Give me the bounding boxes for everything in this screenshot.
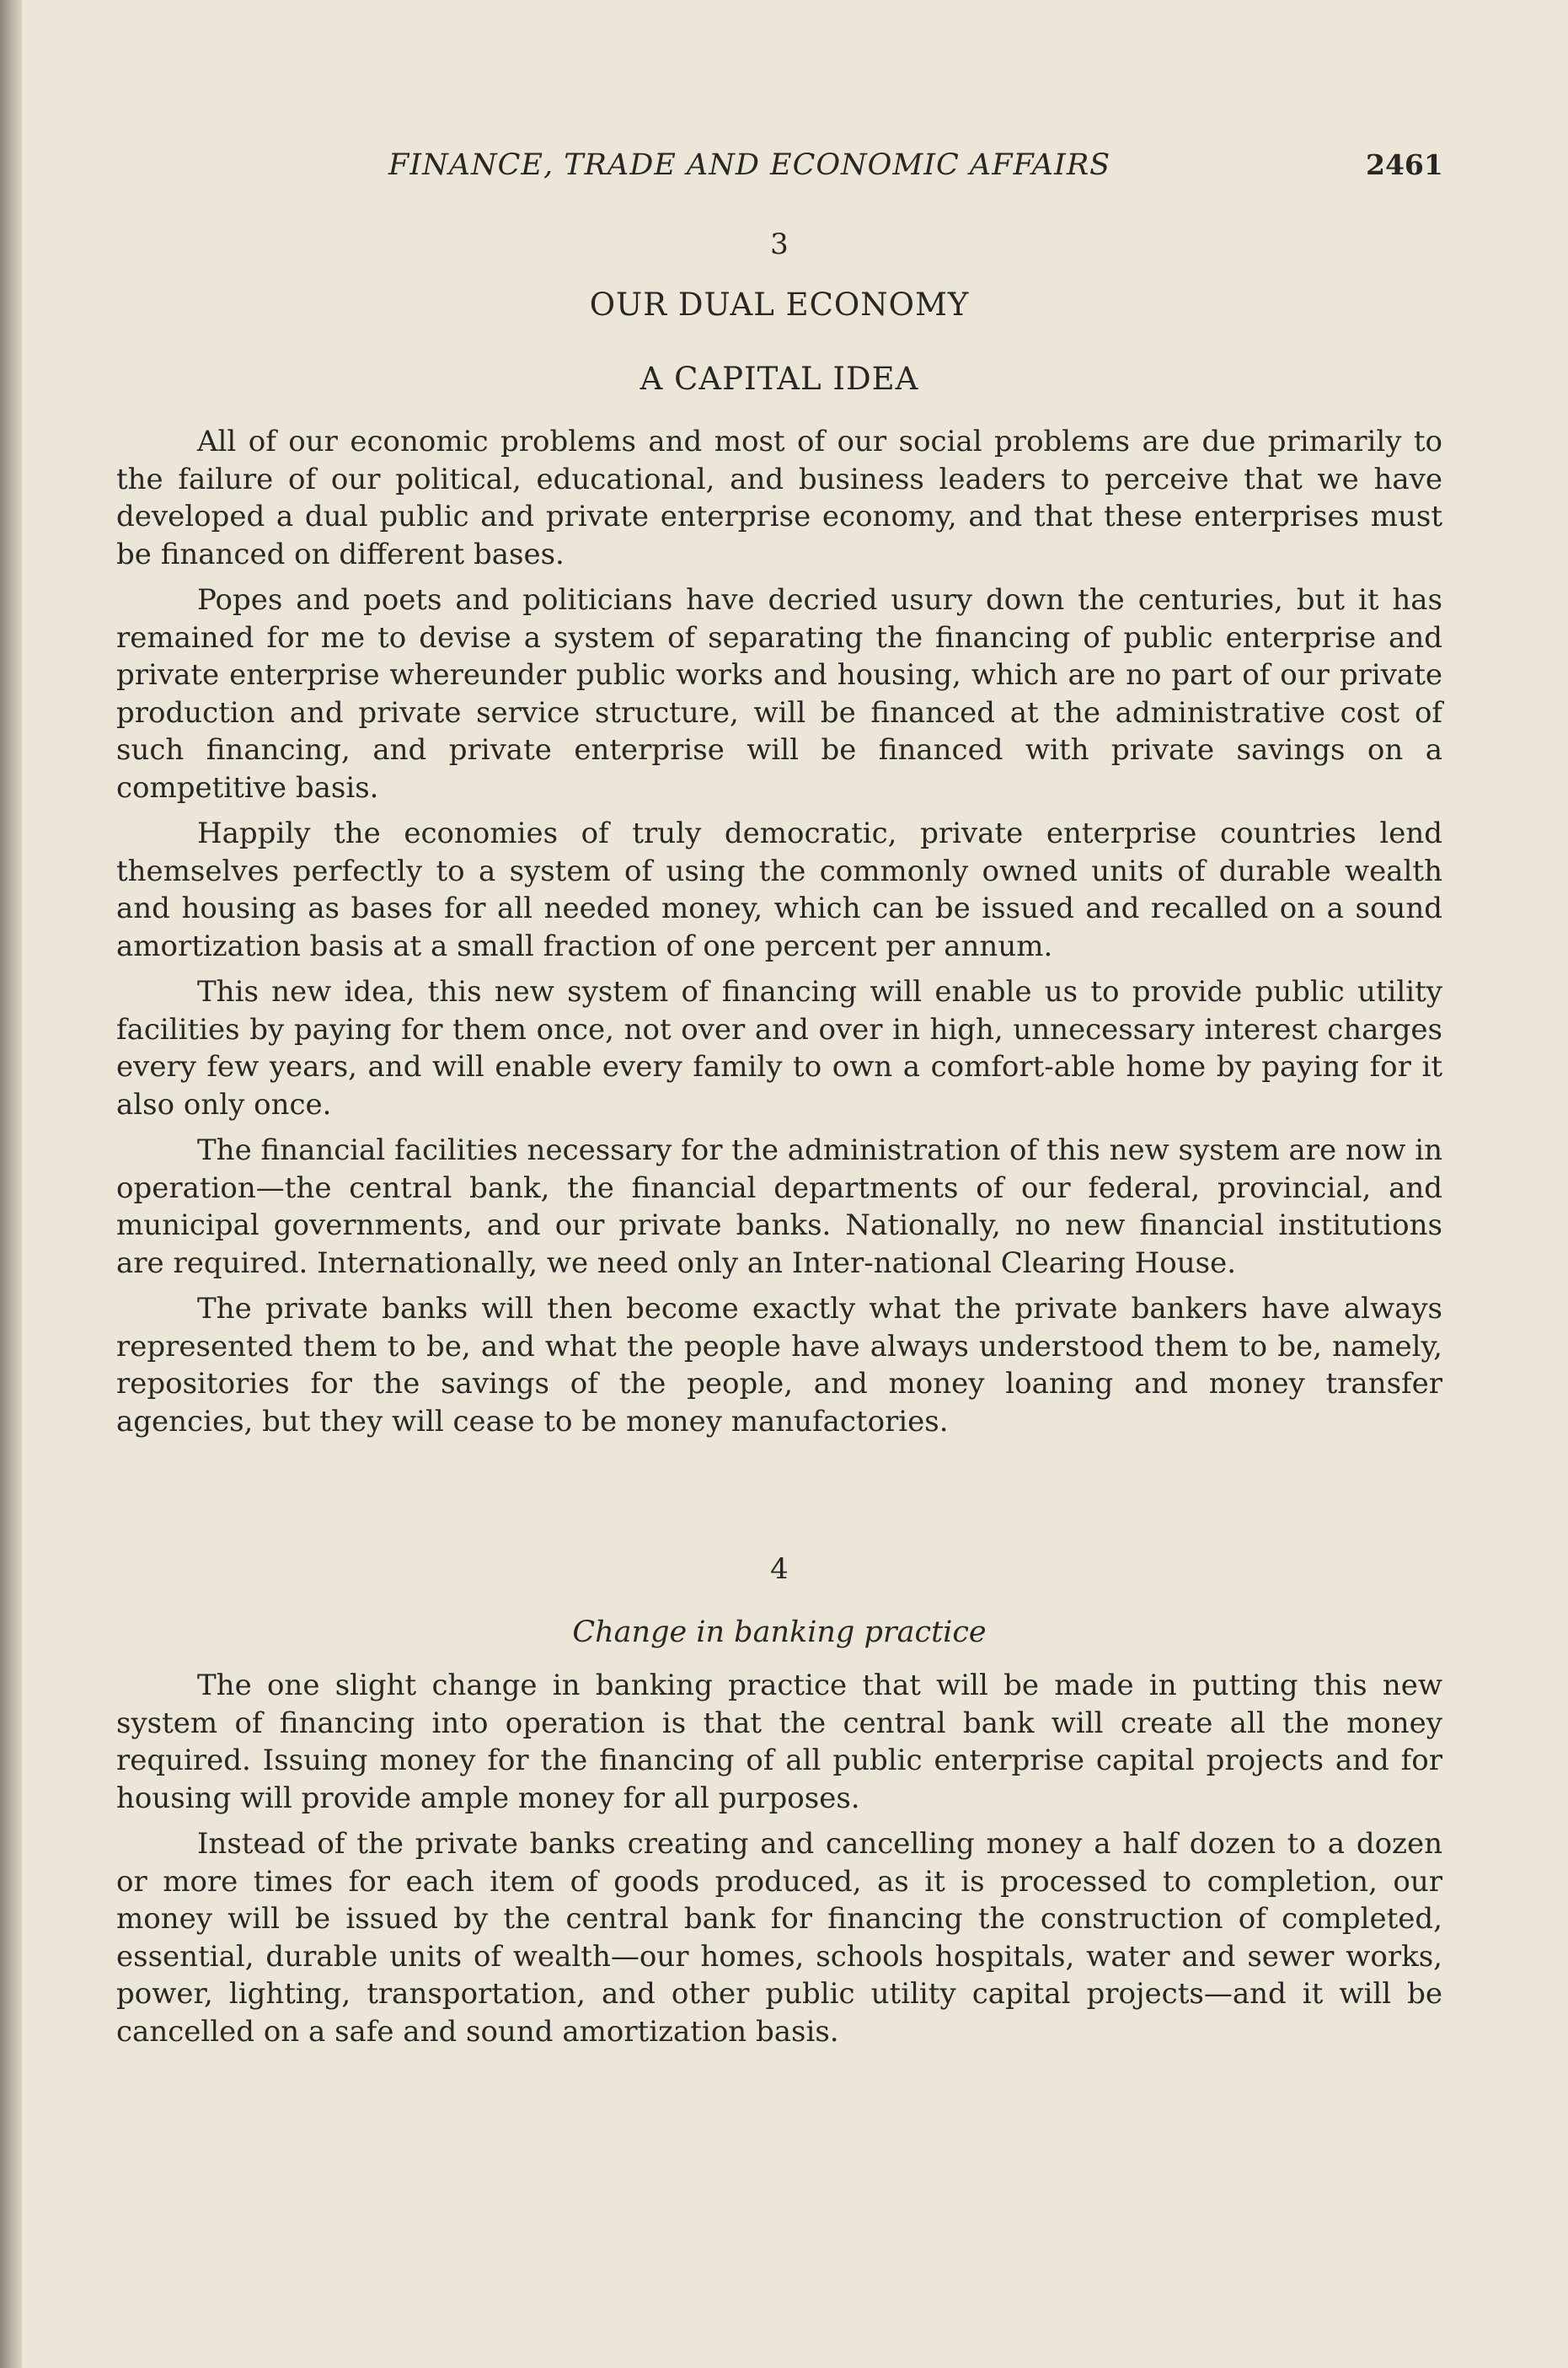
paragraph: Instead of the private banks creating and cancelling money a half dozen to a dozen or more times for each item of goods produced, as it is processed to completion, our money will be issued by the central bank for financing the construction of completed, essential, durable units of wealth—our homes, schools hospitals, water and sewer works, power, lighting, transportation, and other public utility capital projects—and it will be cancelled on a safe and sound amortization basis. <box>116 1827 1442 2049</box>
paragraph: The one slight change in banking practice that will be made in putting this new system of financing into operation is that the central bank will create all the money required. Issuing money for the financing of all public enterprise capital projects and for housing will provide ample money for all purposes. <box>116 1669 1442 1815</box>
book-page <box>22 0 1568 2368</box>
page-number: 2461 <box>1366 148 1443 181</box>
section-body <box>116 1667 1442 2059</box>
section-title: Change in banking practice <box>572 1615 987 1649</box>
section-title: OUR DUAL ECONOMY <box>589 287 970 323</box>
section-number: 4 <box>770 1552 789 1586</box>
section-subtitle: A CAPITAL IDEA <box>640 361 919 397</box>
book-binding-edge <box>0 0 22 2368</box>
paragraph: All of our economic problems and most of our social problems are due primarily to the failure of our political, educational, and business leaders to perceive that we have developed a dual public and private enterprise economy, and that these enterprises must be financed on different bases. <box>116 425 1442 571</box>
paragraph: The financial facilities necessary for the administration of this new system are now in operation—the central bank, the financial departments of our federal, provincial, and municipal governments, and our private banks. Nationally, no new financial institutions are required. Internationally, we need only an Inter-national Clearing House. <box>116 1133 1442 1280</box>
paragraph: Happily the economies of truly democratic, private enterprise countries lend themselves perfectly to a system of using the commonly owned units of durable wealth and housing as bases for all needed money, which can be issued and recalled on a sound amortization basis at a small fraction of one percent per annum. <box>116 817 1442 963</box>
section-number: 3 <box>770 228 789 261</box>
running-header <box>275 148 1454 190</box>
running-title: FINANCE, TRADE AND ECONOMIC AFFAIRS <box>388 148 1111 182</box>
paragraph: Popes and poets and politicians have decried usury down the centuries, but it has remained for me to devise a system of separating the financing of public enterprise and private enterprise whereunder public works and housing, which are no part of our private production and private service structure, will be financed at the administrative cost of such financing, and private enterprise will be financed with private savings on a competitive basis. <box>116 583 1442 805</box>
section-body <box>116 423 1442 1449</box>
paragraph: This new idea, this new system of financing will enable us to provide public utility facilities by paying for them once, not over and over in high, unnecessary interest charges every few years, and will enable every family to own a comfort-able home by paying for it also only once. <box>116 975 1442 1122</box>
paragraph: The private banks will then become exactly what the private bankers have always represented them to be, and what the people have always understood them to be, namely, repositories for the savings of the people, and money loaning and money transfer agencies, but they will cease to be money manufactories. <box>116 1292 1442 1438</box>
